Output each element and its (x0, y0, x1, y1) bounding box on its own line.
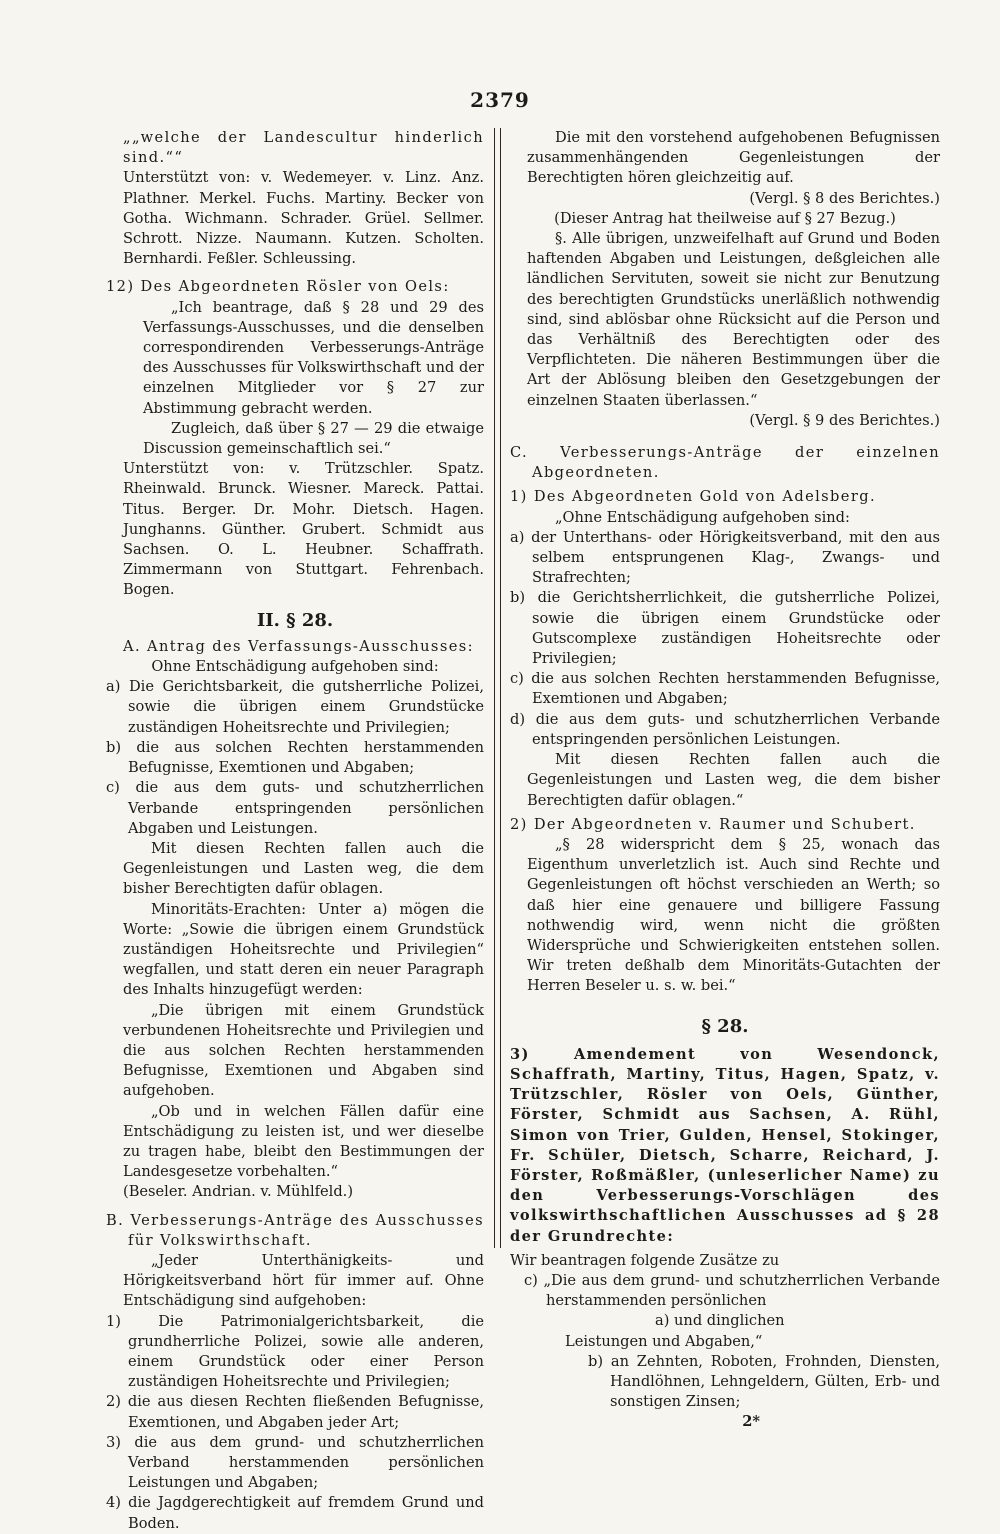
counter-obligations-text: Die mit den vorstehend aufgehobenen Befugnissen zusammenhängenden Gegenleistungen der Berechtigten hören gleichzeitig auf. (527, 129, 940, 187)
motion-2-heading: 2) Der Abgeordneten v. Raumer und Schubert. (510, 815, 916, 833)
amendment-item-c-a: a) und dinglichen (655, 1312, 785, 1330)
minority-paragraph-1: „Die übrigen mit einem Grundstück verbundenen Hoheitsrechte und Privilegien und die aus solchen Rechten herstammenden Befugnisse, Exemtionen und Abgaben sind aufgehoben. (123, 1001, 484, 1100)
amendment-item-c-b: b) an Zehnten, Roboten, Frohnden, Diensten, Handlöhnen, Lehngeldern, Gülten, Erb- und sonstigen Zinsen; (588, 1352, 940, 1411)
quote-landescultur: „„welche der Landescultur hinderlich sind.““ (123, 129, 484, 167)
redeemable-charges-text: §. Alle übrigen, unzweifelhaft auf Grund und Boden haftenden Abgaben und Leistungen, deßgleichen alle ländlichen Servituten, soweit sie nicht zur Benutzung des berechtigten Grundstücks unerläßlich nothwendig sind, sind ablösbar ohne Rücksicht auf die Person und das Verhältniß des Berechtigten oder des Verpflichteten. Die näheren Bestimmungen über die Art der Ablösung bleiben den Gesetzgebungen der einzelnen Staaten überlassen.“ (527, 230, 940, 409)
page-number: 2379 (470, 88, 530, 112)
minority-opinion: Minoritäts-Erachten: Unter a) mögen die Worte: „Sowie die übrigen einem Grundstück zuständigen Hoheitsrechte und Privilegien“ wegfallen, und statt deren ein neuer Paragraph des Inhalts hinzugefügt werden: (123, 900, 484, 999)
section-b-item-3: 3) die aus dem grund- und schutzherrlichen Verband herstammenden persönlichen Leistungen und Abgaben; (106, 1433, 484, 1492)
section-c-heading: C. Verbesserungs-Anträge der einzelnen Abgeordneten. (510, 444, 940, 482)
motion-12-text-2: Zugleich, daß über § 27 — 29 die etwaige Discussion gemeinschaftlich sei.“ (143, 419, 484, 458)
motion-2-text: „§ 28 widerspricht dem § 25, wonach das Eigenthum unverletzlich ist. Auch sind Rechte und Gegenleistungen oft höchst verschieden an Werth; so daß hier eine genauere und billigere Fassung nothwendig wird, wenn nicht die größten Widersprüche und Schwierigkeiten entstehen sollen. Wir treten deßhalb dem Minoritäts-Gutachten der Herren Beseler u. s. w. bei.“ (527, 835, 940, 995)
supporters-list-1: Unterstützt von: v. Wedemeyer. v. Linz. Anz. Plathner. Merkel. Fuchs. Martiny. Becker von Gotha. Wichmann. Schrader. Grüel. Sellmer. Schrott. Nizze. Naumann. Kutzen. Scholten. Bernhardi. Feßler. Schleussing. (123, 169, 484, 268)
motion-12-text: „Ich beantrage, daß § 28 und 29 des Verfassungs-Ausschusses, und die denselben correspondirenden Verbesserungs-Anträge des Ausschusses für Volkswirthschaft und der einzelnen Mitglieder vor § 27 zur Abstimmung gebracht werden. (143, 298, 484, 417)
left-column (106, 128, 484, 1534)
minority-paragraph-2: „Ob und in welchen Fällen dafür eine Entschädigung zu leisten ist, und wer dieselbe zu tragen habe, bleibt den Bestimmungen der Landesgesetze vorbehalten.“ (123, 1102, 484, 1181)
page-footer-signature: 2* (742, 1413, 760, 1431)
motion-1-item-c: c) die aus solchen Rechten herstammenden Befugnisse, Exemtionen und Abgaben; (510, 670, 940, 708)
section-b-item-4: 4) die Jagdgerechtigkeit auf fremdem Grund und Boden. (106, 1494, 484, 1532)
amendment-3-heading: 3) Amendement von Wesendonck, Schaffrath, Martiny, Titus, Hagen, Spatz, v. Trützschler, Rösler von Oels, Günther, Förster, Schmidt aus Sachsen, A. Rühl, Simon von Trier, Gulden, Hensel, Stokinger, Fr. Schüler, Dietsch, Scharre, Reichard, J. Förster, Roßmäßler, (unleserlicher Name) zu den Verbesserungs-Vorschlägen des volkswirthschaftlichen Ausschusses ad § 28 der Grundrechte: (510, 1045, 940, 1245)
section-a-item-a: a) Die Gerichtsbarkeit, die gutsherrliche Polizei, sowie die übrigen einem Grundstücke zuständigen Hoheitsrechte und Privilegien; (106, 678, 484, 736)
section-ii-heading: II. § 28. (256, 609, 334, 631)
section-b-intro: „Jeder Unterthänigkeits- und Hörigkeitsverband hört für immer auf. Ohne Entschädigung sind aufgehoben: (123, 1251, 484, 1310)
motion-12-heading: 12) Des Abgeordneten Rösler von Oels: (106, 278, 450, 296)
amendment-item-c: c) „Die aus dem grund- und schutzherrlichen Verbande herstammenden persönlichen (524, 1271, 940, 1310)
motion-1-intro: „Ohne Entschädigung aufgehoben sind: (555, 508, 850, 526)
par-28-heading: § 28. (701, 1015, 749, 1037)
section-b-heading: B. Verbesserungs-Anträge des Ausschusses für Volkswirthschaft. (106, 1211, 484, 1249)
minority-signatories: (Beseler. Andrian. v. Mühlfeld.) (123, 1183, 354, 1201)
amendment-item-c-closing: Leistungen und Abgaben,“ (565, 1332, 763, 1350)
section-b-item-2: 2) die aus diesen Rechten fließenden Befugnisse, Exemtionen, und Abgaben jeder Art; (106, 1393, 484, 1431)
reference-par-27: (Dieser Antrag hat theilweise auf § 27 Bezug.) (554, 209, 896, 227)
reference-par-8: (Vergl. § 8 des Berichtes.) (749, 189, 940, 207)
amendment-3-intro: Wir beantragen folgende Zusätze zu (510, 1251, 780, 1269)
supporters-list-2: Unterstützt von: v. Trützschler. Spatz. Rheinwald. Brunck. Wiesner. Mareck. Pattai. Titus. Berger. Dr. Mohr. Dietsch. Hagen. Junghanns. Günther. Grubert. Schmidt aus Sachsen. O. L. Heubner. Schaffrath. Zimmermann von Stuttgart. Fehrenbach. Bogen. (123, 460, 484, 599)
column-divider (494, 128, 501, 1248)
section-a-closing: Mit diesen Rechten fallen auch die Gegenleistungen und Lasten weg, die dem bisher Berechtigten dafür oblagen. (123, 839, 484, 898)
reference-par-9: (Vergl. § 9 des Berichtes.) (749, 411, 940, 429)
motion-1-closing: Mit diesen Rechten fallen auch die Gegenleistungen und Lasten weg, die dem bisher Berechtigten dafür oblagen.“ (527, 751, 940, 809)
motion-1-heading: 1) Des Abgeordneten Gold von Adelsberg. (510, 488, 876, 506)
section-a-intro: Ohne Entschädigung aufgehoben sind: (151, 658, 439, 676)
section-a-item-c: c) die aus dem guts- und schutzherrlichen Verbande entspringenden persönlichen Abgaben und Leistungen. (106, 779, 484, 837)
motion-1-item-b: b) die Gerichtsherrlichkeit, die gutsherrliche Polizei, sowie die übrigen einem Grundstücke oder Gutscomplexe zuständigen Hoheitsrechte oder Privilegien; (510, 589, 940, 668)
section-a-heading: A. Antrag des Verfassungs-Ausschusses: (123, 637, 474, 655)
motion-1-item-d: d) die aus dem guts- und schutzherrlichen Verbande entspringenden persönlichen Leistungen. (510, 710, 940, 748)
motion-1-item-a: a) der Unterthans- oder Hörigkeitsverband, mit den aus selbem entsprungenen Klag-, Zwangs- und Strafrechten; (510, 528, 940, 587)
section-a-item-b: b) die aus solchen Rechten herstammenden Befugnisse, Exemtionen und Abgaben; (106, 738, 484, 777)
section-b-item-1: 1) Die Patrimonialgerichtsbarkeit, die grundherrliche Polizei, sowie alle anderen, einem Grundstück oder einer Person zuständigen Hoheitsrechte und Privilegien; (106, 1312, 484, 1391)
right-column (510, 128, 940, 1433)
